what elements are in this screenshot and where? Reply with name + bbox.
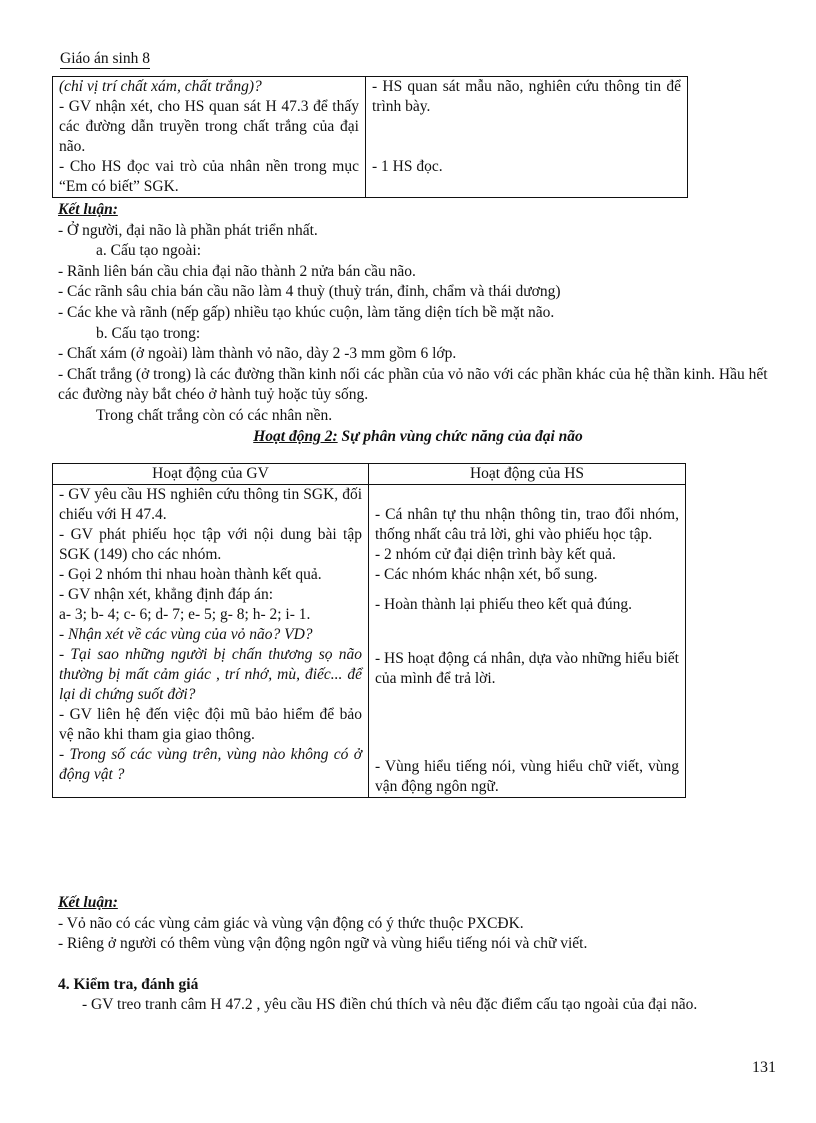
page-header: Giáo án sinh 8 (60, 50, 150, 67)
subheading-inner: b. Cấu tạo trong: (96, 324, 201, 342)
conclusion-line: - Rãnh liên bán cầu chia đại não thành 2 nửa bán cầu não. (58, 262, 416, 280)
gv-line: - Gọi 2 nhóm thi nhau hoàn thành kết quả. (59, 566, 322, 583)
hs-line: - HS hoạt động cá nhân, dựa vào những hiểu biết của mình để trả lời. (375, 650, 679, 687)
activity-table-1 (52, 76, 688, 198)
conclusion-line: Trong chất trắng còn có các nhân nền. (96, 406, 333, 424)
subheading-outer: a. Cấu tạo ngoài: (96, 242, 202, 260)
conclusion-line: - Riêng ở người có thêm vùng vận động ngôn ngữ và vùng hiểu tiếng nói và chữ viết. (58, 935, 588, 953)
conclusion-line: - Chất trắng (ở trong) là các đường thần kinh nối các phần của vỏ não với các phần khác của hệ thần kinh. Hầu hết các đường này bắt chéo ở hành tuỷ hoặc tủy sống. (58, 365, 768, 404)
gv-line: - GV nhận xét, khẳng định đáp án: (59, 586, 274, 603)
conclusion-line: - Ở người, đại não là phần phát triển nhất. (58, 221, 318, 239)
conclusion-line: - Các rãnh sâu chia bán cầu não làm 4 thuỳ (thuỳ trán, đỉnh, chẩm và thái dương) (58, 283, 561, 301)
gv-line: (chỉ vị trí chất xám, chất trắng)? (59, 78, 262, 95)
gv-cell (53, 485, 369, 798)
conclusion-1 (58, 200, 778, 447)
conclusion-line: - Các khe và rãnh (nếp gấp) nhiều tạo khúc cuộn, làm tăng diện tích bề mặt não. (58, 303, 555, 321)
gv-line: - GV nhận xét, cho HS quan sát H 47.3 để thấy các đường dẫn truyền trong chất trắng của đại não. (59, 98, 359, 155)
hs-line: - 1 HS đọc. (372, 158, 443, 175)
gv-line: - GV phát phiếu học tập với nội dung bài tập SGK (149) cho các nhóm. (59, 526, 362, 563)
conclusion-2 (58, 893, 778, 1016)
hs-line: - Cá nhân tự thu nhận thông tin, trao đổi nhóm, thống nhất câu trả lời, ghi vào phiếu học tập. (375, 506, 679, 543)
conclusion-line: - Vỏ não có các vùng cảm giác và vùng vận động có ý thức thuộc PXCĐK. (58, 914, 524, 932)
conclusion-line: - Chất xám (ở ngoài) làm thành vỏ não, dày 2 -3 mm gồm 6 lớp. (58, 345, 457, 363)
hs-cell (366, 77, 688, 198)
gv-line: - GV yêu cầu HS nghiên cứu thông tin SGK, đối chiếu với H 47.4. (59, 486, 362, 523)
gv-line: - GV liên hệ đến việc đội mũ bảo hiểm để bảo vệ não khi tham gia giao thông. (59, 706, 362, 743)
hs-cell (369, 485, 686, 798)
section-4-text: - GV treo tranh câm H 47.2 , yêu cầu HS điền chú thích và nêu đặc điểm cấu tạo ngoài của đại não. (82, 996, 698, 1014)
hs-line: - Các nhóm khác nhận xét, bổ sung. (375, 566, 598, 583)
hs-line: - HS quan sát mẫu não, nghiên cứu thông tin để trình bày. (372, 78, 681, 115)
hs-line: - Hoàn thành lại phiếu theo kết quả đúng. (375, 596, 632, 613)
hs-line: - 2 nhóm cử đại diện trình bày kết quả. (375, 546, 616, 563)
conclusion-title: Kết luận: (58, 201, 118, 218)
hs-line: - Vùng hiểu tiếng nói, vùng hiểu chữ viết, vùng vận động ngôn ngữ. (375, 758, 679, 795)
gv-cell (53, 77, 366, 198)
header-hs: Hoạt động của HS (369, 464, 686, 485)
section-4-title: 4. Kiểm tra, đánh giá (58, 975, 199, 993)
activity-table-2 (52, 463, 686, 798)
header-gv: Hoạt động của GV (53, 464, 369, 485)
gv-line: - Nhận xét về các vùng của vỏ não? VD? (59, 626, 313, 643)
page-number: 131 (752, 1059, 776, 1076)
conclusion-title: Kết luận: (58, 894, 118, 911)
activity-2-title: Hoạt động 2: Sự phân vùng chức năng của đại não (253, 427, 583, 445)
gv-line: - Cho HS đọc vai trò của nhân nền trong mục “Em có biết” SGK. (59, 158, 359, 195)
gv-line: - Tại sao những người bị chấn thương sọ não thường bị mất cảm giác , trí nhớ, mù, điếc... để lại di chứng suốt đời? (59, 646, 362, 703)
gv-line: - Trong số các vùng trên, vùng nào không có ở động vật ? (59, 746, 362, 783)
gv-line: a- 3; b- 4; c- 6; d- 7; e- 5; g- 8; h- 2; i- 1. (59, 606, 311, 623)
